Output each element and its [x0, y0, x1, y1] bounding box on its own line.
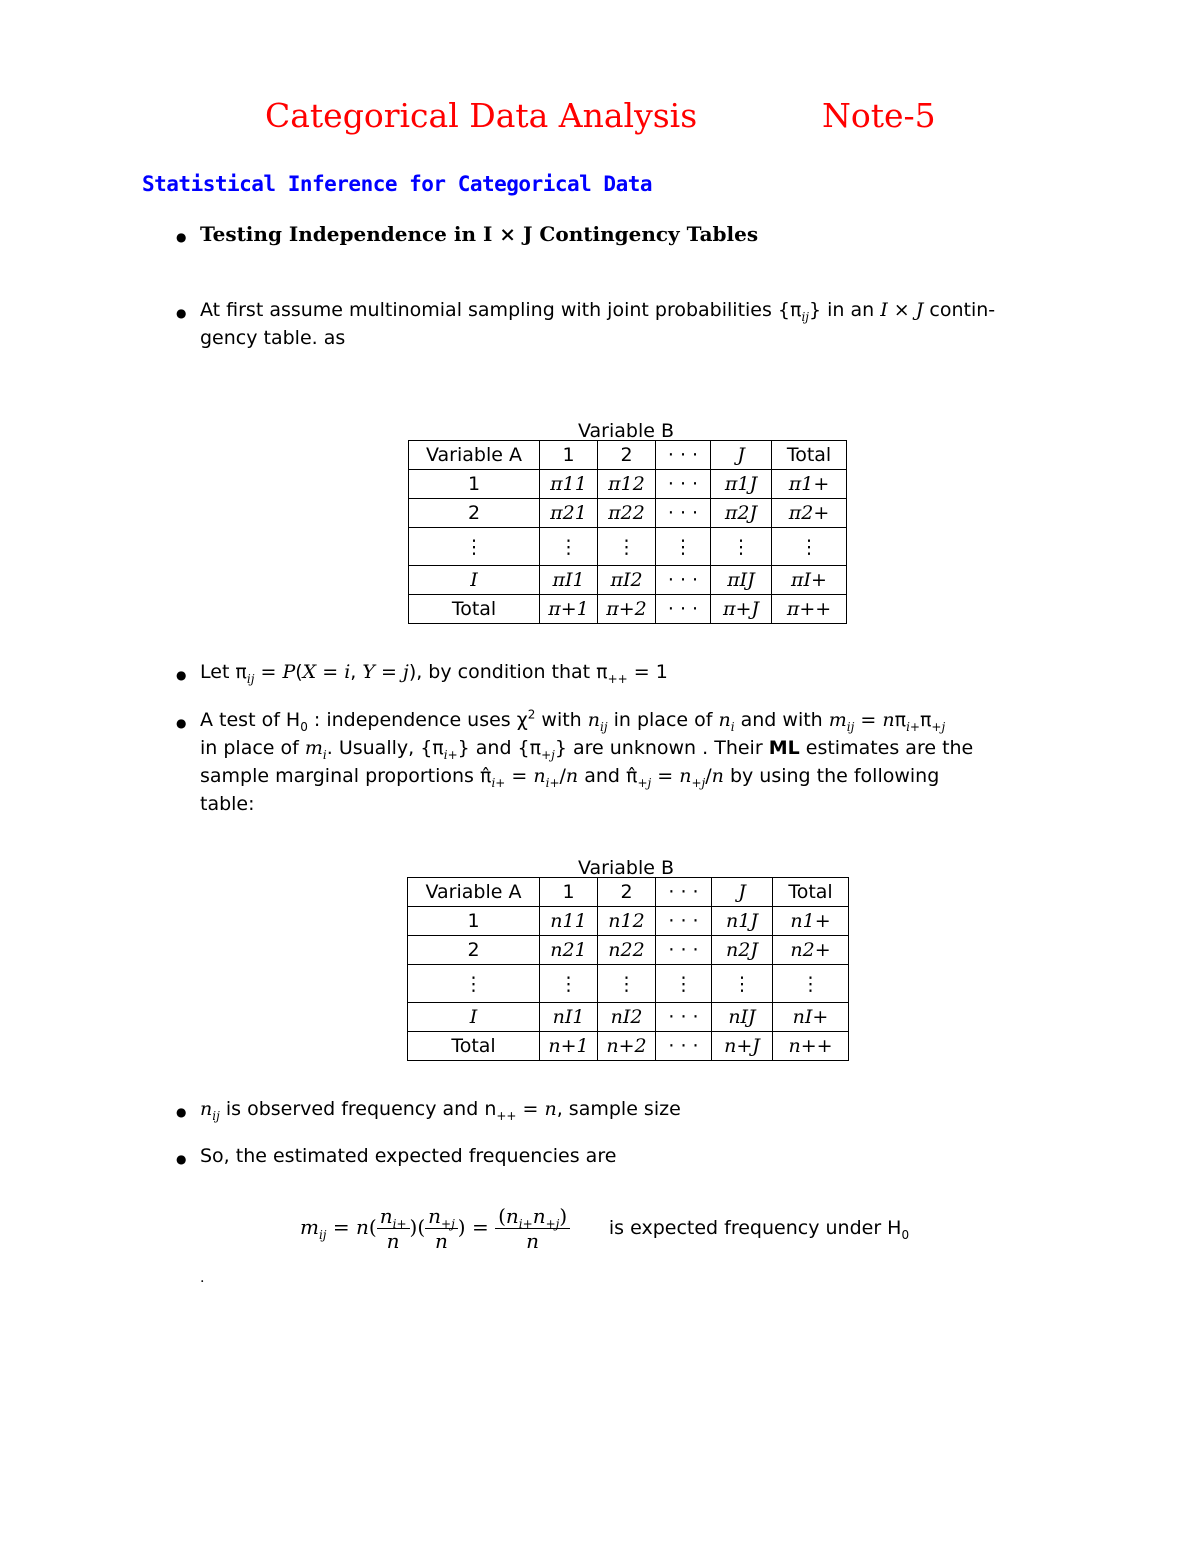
bullet-icon: ●	[176, 1152, 187, 1166]
table-row	[408, 1032, 849, 1061]
table-header-cell: · · ·	[656, 878, 712, 907]
table-cell: · · ·	[656, 595, 711, 624]
table-header-cell: 2	[598, 878, 656, 907]
table-cell: Total	[409, 595, 540, 624]
table-cell: · · ·	[656, 1003, 712, 1032]
table-cell: ⋮	[773, 965, 849, 1003]
table-header-cell: Variable A	[408, 878, 540, 907]
bullet-icon: ●	[176, 668, 187, 682]
table-cell: n11	[540, 907, 598, 936]
table-cell: 2	[408, 936, 540, 965]
table-cell: 1	[409, 470, 540, 499]
table-cell: Total	[408, 1032, 540, 1061]
table-cell: n21	[540, 936, 598, 965]
table-cell: π1J	[711, 470, 772, 499]
table-2-caption: Variable B	[578, 857, 675, 879]
note-number: Note-5	[822, 96, 936, 135]
table-cell: · · ·	[656, 566, 711, 595]
table-cell: π21	[540, 499, 598, 528]
table-cell: · · ·	[656, 470, 711, 499]
table-cell: 1	[408, 907, 540, 936]
bullet-icon: ●	[176, 306, 187, 320]
table-cell: 2	[409, 499, 540, 528]
bullet-5: $n_{ij}$ is observed frequency and $n_{++} = n$, sample size	[200, 1098, 681, 1123]
table-row	[409, 566, 847, 595]
table-header-cell: 1	[540, 441, 598, 470]
table-row	[408, 965, 849, 1003]
table-cell: n+2	[598, 1032, 656, 1061]
table-header-cell: · · ·	[656, 441, 711, 470]
table-cell: πI2	[598, 566, 656, 595]
table-cell: nI+	[773, 1003, 849, 1032]
table-header-cell: J	[712, 878, 773, 907]
bullet-icon: ●	[176, 230, 187, 244]
table-cell: · · ·	[656, 907, 712, 936]
table-cell: I	[409, 566, 540, 595]
bullet-2-line2: gency table. as	[200, 327, 346, 349]
table-cell: ⋮	[656, 965, 712, 1003]
table-header-cell: 1	[540, 878, 598, 907]
table-row	[409, 470, 847, 499]
table-cell: ⋮	[540, 965, 598, 1003]
table-cell: π++	[772, 595, 847, 624]
table-cell: π1+	[772, 470, 847, 499]
bullet-2-line1: At first assume multinomial sampling with joint probabilities $\{\pi_{ij}\}$ in an I × J contin-	[200, 299, 996, 324]
bullet-icon: ●	[176, 716, 187, 730]
table-cell: n++	[773, 1032, 849, 1061]
table-header-cell: Total	[772, 441, 847, 470]
table-cell: n+1	[540, 1032, 598, 1061]
table-header-cell: Total	[773, 878, 849, 907]
table-row	[409, 499, 847, 528]
table-row	[409, 528, 847, 566]
table-header-cell: 2	[598, 441, 656, 470]
bullet-1	[200, 220, 1060, 249]
bullet-icon: ●	[176, 1105, 187, 1119]
table-cell: n22	[598, 936, 656, 965]
bullet-1-text: Testing Independence in I × J Contingency Tables	[200, 222, 759, 246]
table-cell: I	[408, 1003, 540, 1032]
table-1-caption: Variable B	[578, 420, 675, 442]
document-title: Categorical Data Analysis	[265, 96, 698, 135]
table-cell: ⋮	[409, 528, 540, 566]
table-cell: · · ·	[656, 936, 712, 965]
table-row	[408, 907, 849, 936]
table-cell: πI1	[540, 566, 598, 595]
table-cell: n+J	[712, 1032, 773, 1061]
table-cell: π+2	[598, 595, 656, 624]
table-header-cell: J	[711, 441, 772, 470]
table-cell: · · ·	[656, 1032, 712, 1061]
table-cell: ⋮	[540, 528, 598, 566]
table-cell: π2+	[772, 499, 847, 528]
table-row	[408, 1003, 849, 1032]
bullet-2	[200, 296, 1060, 352]
table-cell: π12	[598, 470, 656, 499]
table-cell: n1+	[773, 907, 849, 936]
bullet-6: So, the estimated expected frequencies are	[200, 1145, 617, 1167]
table-cell: ⋮	[598, 965, 656, 1003]
table-cell: π11	[540, 470, 598, 499]
table-2	[407, 877, 849, 1061]
table-header-cell: Variable A	[409, 441, 540, 470]
table-cell: π+1	[540, 595, 598, 624]
table-header-row	[409, 441, 847, 470]
table-row	[408, 936, 849, 965]
table-cell: π2J	[711, 499, 772, 528]
table-cell: n1J	[712, 907, 773, 936]
bullet-4: A test of $H_0$ : independence uses $\chi^2$ with $n_{ij}$ in place of $n_i$ and with $m_{ij} = n\pi_{i+}\pi_{+j}$ in place of $m_i$. Usually, $\{\pi_{i+}\}$ and $\{\pi_{+j}\}$ are unknown . Their ML estimates are the sample marginal proportions $\pî_{i+} = n_{i+}/n$ and $\pî_{+j} = n_{+j}/n$ by using the following table:	[200, 707, 974, 815]
table-cell: nI2	[598, 1003, 656, 1032]
table-cell: n12	[598, 907, 656, 936]
trailing-dot: .	[200, 1270, 205, 1286]
table-cell: ⋮	[772, 528, 847, 566]
table-1	[408, 440, 847, 624]
table-cell: ⋮	[656, 528, 711, 566]
table-cell: π22	[598, 499, 656, 528]
table-header-row	[408, 878, 849, 907]
table-cell: πIJ	[711, 566, 772, 595]
bullet-3: Let $\pi_{ij} = P(X = i$, Y = j), by condition that $\pi_{++} = 1$	[200, 661, 668, 686]
section-title: Statistical Inference for Categorical Data	[142, 172, 653, 196]
table-cell: ⋮	[408, 965, 540, 1003]
table-cell: ⋮	[711, 528, 772, 566]
table-cell: nIJ	[712, 1003, 773, 1032]
expected-frequency-formula: $m_{ij} = n$( $\frac{n_{i+}}{n}$ )( $\frac{n_{+j}}{n}$ ) = $\frac{(n_{i+}n_{+j})}{n}$ is expected frequency under $H_0$	[300, 1204, 910, 1253]
table-cell: nI1	[540, 1003, 598, 1032]
table-cell: ⋮	[712, 965, 773, 1003]
table-cell: · · ·	[656, 499, 711, 528]
table-cell: n2+	[773, 936, 849, 965]
table-cell: ⋮	[598, 528, 656, 566]
table-cell: πI+	[772, 566, 847, 595]
table-cell: n2J	[712, 936, 773, 965]
table-row	[409, 595, 847, 624]
table-cell: π+J	[711, 595, 772, 624]
